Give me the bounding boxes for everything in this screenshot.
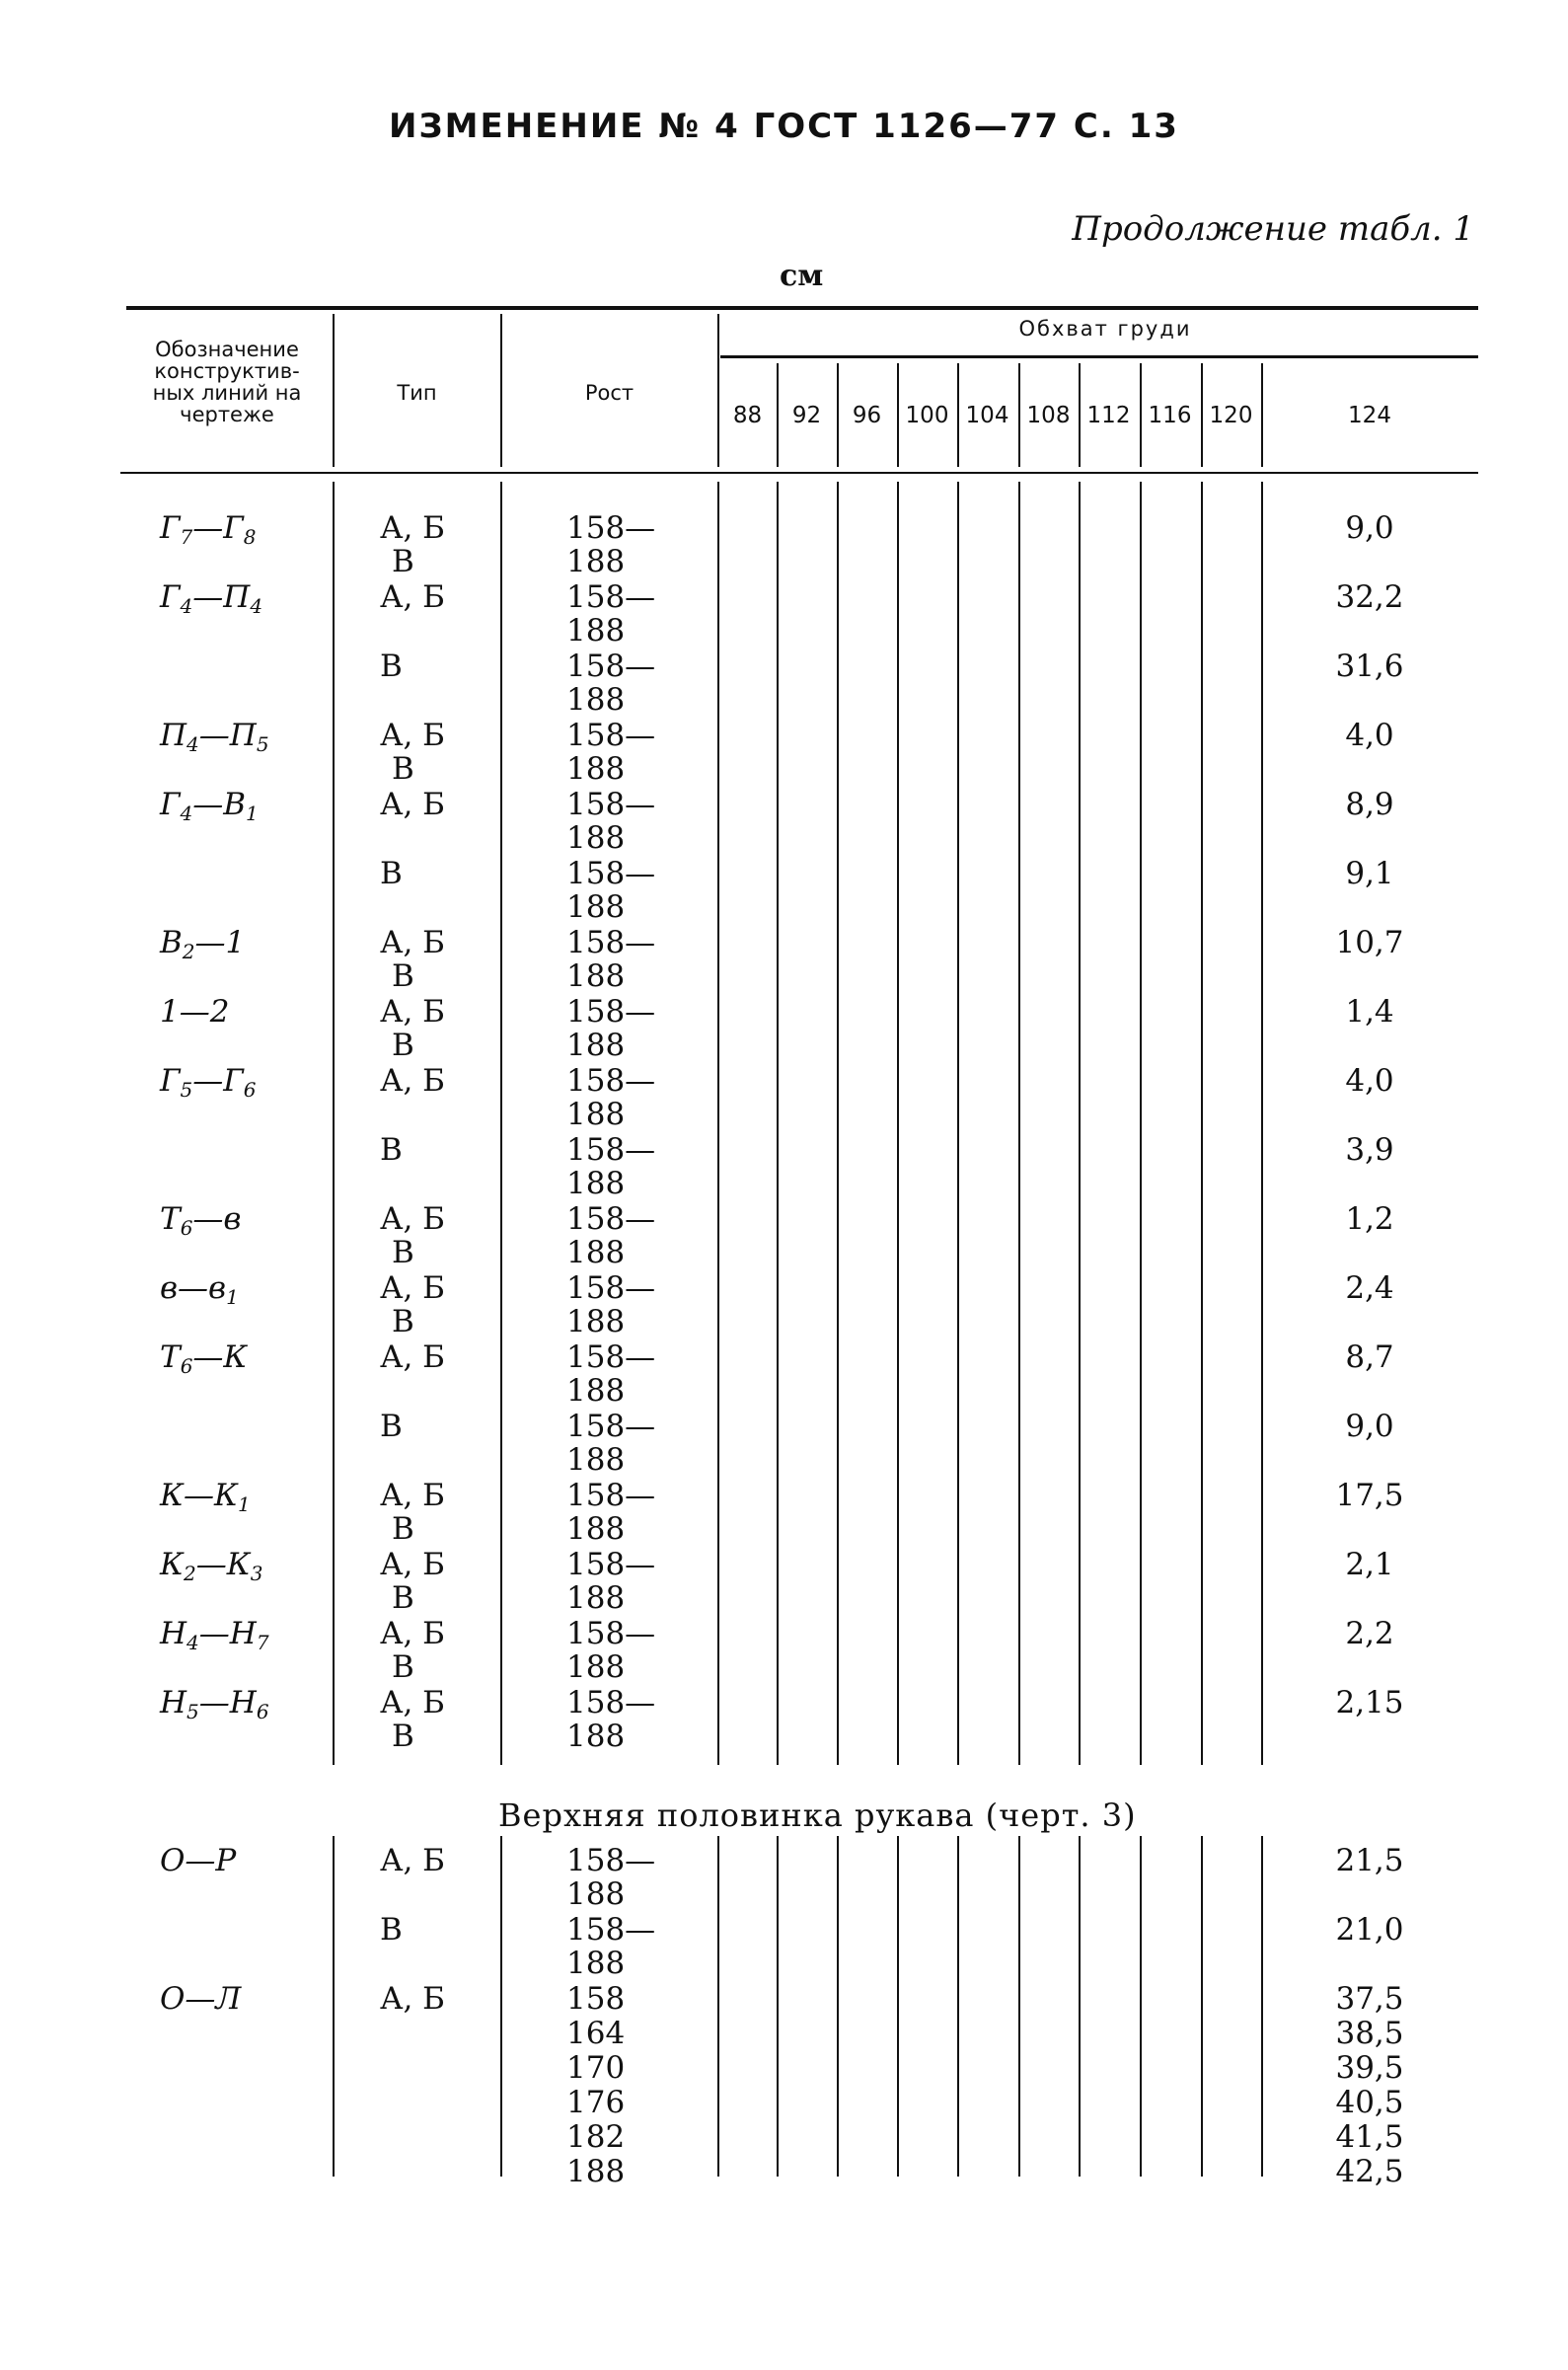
value-cell: 1,2 bbox=[1345, 1201, 1394, 1237]
height-cell: 188 bbox=[566, 1166, 626, 1201]
line-designation: $в—в_1$ bbox=[160, 1270, 239, 1309]
height-cell: 188 bbox=[566, 1649, 626, 1685]
chest-col-divider bbox=[897, 363, 899, 467]
col-header-height: Рост bbox=[584, 381, 635, 405]
line-designation: $К_2—К_3$ bbox=[160, 1547, 263, 1585]
value-cell: 21,5 bbox=[1335, 1843, 1404, 1878]
chest-col-divider bbox=[837, 363, 839, 467]
value-cell: 2,2 bbox=[1345, 1616, 1394, 1651]
value-cell: 31,6 bbox=[1335, 649, 1404, 684]
height-cell: 158— bbox=[566, 1132, 656, 1168]
sleeve-col-line bbox=[777, 1836, 779, 2177]
value-cell: 10,7 bbox=[1335, 925, 1404, 960]
height-cell: 188 bbox=[566, 682, 626, 718]
value-cell: 4,0 bbox=[1345, 1063, 1394, 1099]
type-cell: В bbox=[392, 544, 414, 579]
type-cell: В bbox=[392, 958, 414, 994]
line-designation: $К—К_1$ bbox=[160, 1478, 251, 1516]
height-cell: 188 bbox=[566, 1876, 626, 1912]
type-cell: В bbox=[380, 1409, 403, 1444]
body-col-line bbox=[837, 482, 839, 1765]
body-col-line bbox=[1201, 482, 1203, 1765]
type-cell: В bbox=[380, 856, 403, 891]
line-designation: $Н_4—Н_7$ bbox=[160, 1616, 269, 1654]
header-divider bbox=[333, 314, 335, 467]
line-designation: 1—2 bbox=[160, 994, 230, 1030]
chest-header-rule bbox=[720, 355, 1478, 358]
type-cell: А, Б bbox=[380, 787, 445, 822]
type-cell: А, Б bbox=[380, 1270, 445, 1306]
height-cell: 158— bbox=[566, 649, 656, 684]
height-cell: 188 bbox=[566, 1097, 626, 1132]
value-cell: 2,15 bbox=[1335, 1685, 1404, 1720]
sleeve-col-line bbox=[717, 1836, 719, 2177]
height-cell: 158— bbox=[566, 1843, 656, 1878]
type-cell: В bbox=[392, 1580, 414, 1616]
chest-size-header: 92 bbox=[791, 403, 822, 428]
height-cell: 158— bbox=[566, 925, 656, 960]
value-cell: 2,4 bbox=[1345, 1270, 1394, 1306]
line-designation: $Г_7—Г_8$ bbox=[160, 510, 257, 549]
type-cell: А, Б bbox=[380, 994, 445, 1030]
body-col-line bbox=[1079, 482, 1081, 1765]
unit-label: см bbox=[780, 259, 824, 293]
height-cell: 188 bbox=[566, 2154, 626, 2189]
height-cell: 158 bbox=[566, 1981, 626, 2017]
height-cell: 158— bbox=[566, 1409, 656, 1444]
chest-size-header: 88 bbox=[732, 403, 763, 428]
type-cell: В bbox=[392, 751, 414, 787]
height-cell: 158— bbox=[566, 1547, 656, 1582]
line-designation: $Г_4—П_4$ bbox=[160, 579, 263, 618]
value-cell: 38,5 bbox=[1335, 2016, 1404, 2051]
body-col-line bbox=[957, 482, 959, 1765]
header-line: чертеже bbox=[180, 403, 274, 426]
value-cell: 9,0 bbox=[1345, 1409, 1394, 1444]
header-line: конструктив- bbox=[154, 359, 300, 383]
value-cell: 1,4 bbox=[1345, 994, 1394, 1030]
type-cell: А, Б bbox=[380, 1981, 445, 2017]
height-cell: 164 bbox=[566, 2016, 626, 2051]
type-cell: А, Б bbox=[380, 1478, 445, 1513]
body-col-line bbox=[333, 482, 335, 1765]
page-title: ИЗМЕНЕНИЕ № 4 ГОСТ 1126—77 С. 13 bbox=[389, 107, 1179, 146]
chest-size-header: 108 bbox=[1026, 403, 1071, 428]
body-col-line bbox=[1140, 482, 1142, 1765]
value-cell: 32,2 bbox=[1335, 579, 1404, 615]
height-cell: 188 bbox=[566, 1511, 626, 1547]
value-cell: 17,5 bbox=[1335, 1478, 1404, 1513]
header-divider bbox=[717, 314, 719, 467]
type-cell: А, Б bbox=[380, 1063, 445, 1099]
chest-col-divider bbox=[957, 363, 959, 467]
type-cell: А, Б bbox=[380, 1201, 445, 1237]
height-cell: 158— bbox=[566, 579, 656, 615]
col-header-type: Тип bbox=[397, 381, 437, 405]
line-designation: $Т_6—в$ bbox=[160, 1201, 242, 1240]
height-cell: 158— bbox=[566, 1912, 656, 1948]
height-cell: 188 bbox=[566, 1719, 626, 1754]
body-col-line bbox=[1018, 482, 1020, 1765]
body-col-line bbox=[777, 482, 779, 1765]
height-cell: 158— bbox=[566, 718, 656, 753]
height-cell: 158— bbox=[566, 1616, 656, 1651]
type-cell: В bbox=[392, 1235, 414, 1270]
height-cell: 188 bbox=[566, 889, 626, 925]
sleeve-col-line bbox=[1079, 1836, 1081, 2177]
line-designation: $Г_4—В_1$ bbox=[160, 787, 259, 825]
type-cell: А, Б bbox=[380, 718, 445, 753]
body-col-line bbox=[500, 482, 502, 1765]
line-designation: $В_2—1$ bbox=[160, 925, 246, 963]
line-designation: $Н_5—Н_6$ bbox=[160, 1685, 269, 1723]
value-cell: 39,5 bbox=[1335, 2050, 1404, 2086]
line-designation: О—Р bbox=[160, 1843, 237, 1878]
height-cell: 188 bbox=[566, 544, 626, 579]
height-cell: 158— bbox=[566, 1478, 656, 1513]
header-line: ных линий на bbox=[152, 381, 302, 405]
sleeve-col-line bbox=[1140, 1836, 1142, 2177]
col-header-designation bbox=[128, 339, 326, 425]
value-cell: 4,0 bbox=[1345, 718, 1394, 753]
chest-col-divider bbox=[777, 363, 779, 467]
chest-size-header: 96 bbox=[852, 403, 882, 428]
chest-size-header: 116 bbox=[1148, 403, 1192, 428]
sleeve-col-line bbox=[897, 1836, 899, 2177]
chest-col-divider bbox=[1261, 363, 1263, 467]
header-line: Обозначение bbox=[155, 338, 299, 361]
height-cell: 158— bbox=[566, 510, 656, 546]
height-cell: 158— bbox=[566, 1270, 656, 1306]
header-bottom-rule bbox=[120, 472, 1478, 474]
chest-size-header: 100 bbox=[905, 403, 949, 428]
height-cell: 158— bbox=[566, 1339, 656, 1375]
height-cell: 188 bbox=[566, 1304, 626, 1339]
value-cell: 40,5 bbox=[1335, 2085, 1404, 2120]
sleeve-col-line bbox=[1201, 1836, 1203, 2177]
chest-size-header: 104 bbox=[965, 403, 1009, 428]
height-cell: 188 bbox=[566, 1946, 626, 1981]
line-designation: $Т_6—К$ bbox=[160, 1339, 248, 1378]
table-continuation-label: Продолжение табл. 1 bbox=[1072, 209, 1474, 249]
value-cell: 41,5 bbox=[1335, 2119, 1404, 2155]
sleeve-col-line bbox=[837, 1836, 839, 2177]
type-cell: В bbox=[380, 1132, 403, 1168]
type-cell: В bbox=[392, 1511, 414, 1547]
value-cell: 42,5 bbox=[1335, 2154, 1404, 2189]
body-col-line bbox=[897, 482, 899, 1765]
type-cell: В bbox=[380, 649, 403, 684]
height-cell: 158— bbox=[566, 1201, 656, 1237]
value-cell: 2,1 bbox=[1345, 1547, 1394, 1582]
type-cell: А, Б bbox=[380, 510, 445, 546]
body-col-line bbox=[717, 482, 719, 1765]
line-designation: О—Л bbox=[160, 1981, 242, 2017]
height-cell: 188 bbox=[566, 1442, 626, 1478]
height-cell: 176 bbox=[566, 2085, 626, 2120]
chest-size-header: 124 bbox=[1348, 403, 1391, 428]
height-cell: 188 bbox=[566, 1235, 626, 1270]
value-cell: 8,7 bbox=[1345, 1339, 1394, 1375]
height-cell: 188 bbox=[566, 1580, 626, 1616]
value-cell: 9,1 bbox=[1345, 856, 1394, 891]
value-cell: 21,0 bbox=[1335, 1912, 1404, 1948]
height-cell: 188 bbox=[566, 1028, 626, 1063]
type-cell: А, Б bbox=[380, 579, 445, 615]
height-cell: 188 bbox=[566, 751, 626, 787]
type-cell: В bbox=[392, 1649, 414, 1685]
type-cell: В bbox=[380, 1912, 403, 1948]
type-cell: В bbox=[392, 1719, 414, 1754]
height-cell: 188 bbox=[566, 613, 626, 649]
chest-col-divider bbox=[1201, 363, 1203, 467]
sleeve-col-line bbox=[1018, 1836, 1020, 2177]
chest-col-divider bbox=[1079, 363, 1081, 467]
chest-size-header: 112 bbox=[1086, 403, 1131, 428]
type-cell: А, Б bbox=[380, 1616, 445, 1651]
type-cell: В bbox=[392, 1304, 414, 1339]
header-divider bbox=[500, 314, 502, 467]
line-designation: $Г_5—Г_6$ bbox=[160, 1063, 257, 1102]
sleeve-col-line bbox=[957, 1836, 959, 2177]
value-cell: 9,0 bbox=[1345, 510, 1394, 546]
height-cell: 158— bbox=[566, 856, 656, 891]
col-header-chest: Обхват груди bbox=[1018, 317, 1192, 341]
height-cell: 158— bbox=[566, 994, 656, 1030]
type-cell: В bbox=[392, 1028, 414, 1063]
value-cell: 37,5 bbox=[1335, 1981, 1404, 2017]
chest-size-header: 120 bbox=[1209, 403, 1253, 428]
height-cell: 188 bbox=[566, 1373, 626, 1409]
chest-col-divider bbox=[1140, 363, 1142, 467]
height-cell: 158— bbox=[566, 1685, 656, 1720]
type-cell: А, Б bbox=[380, 1339, 445, 1375]
type-cell: А, Б bbox=[380, 1843, 445, 1878]
height-cell: 158— bbox=[566, 1063, 656, 1099]
height-cell: 188 bbox=[566, 958, 626, 994]
value-cell: 3,9 bbox=[1345, 1132, 1394, 1168]
type-cell: А, Б bbox=[380, 1685, 445, 1720]
value-cell: 8,9 bbox=[1345, 787, 1394, 822]
height-cell: 158— bbox=[566, 787, 656, 822]
line-designation: $П_4—П_5$ bbox=[160, 718, 269, 756]
height-cell: 170 bbox=[566, 2050, 626, 2086]
section-title: Верхняя половинка рукава (черт. 3) bbox=[498, 1797, 1137, 1834]
chest-col-divider bbox=[1018, 363, 1020, 467]
height-cell: 182 bbox=[566, 2119, 626, 2155]
sleeve-col-line bbox=[333, 1836, 335, 2177]
type-cell: А, Б bbox=[380, 1547, 445, 1582]
type-cell: А, Б bbox=[380, 925, 445, 960]
sleeve-col-line bbox=[500, 1836, 502, 2177]
table-top-rule bbox=[126, 306, 1478, 310]
height-cell: 188 bbox=[566, 820, 626, 856]
